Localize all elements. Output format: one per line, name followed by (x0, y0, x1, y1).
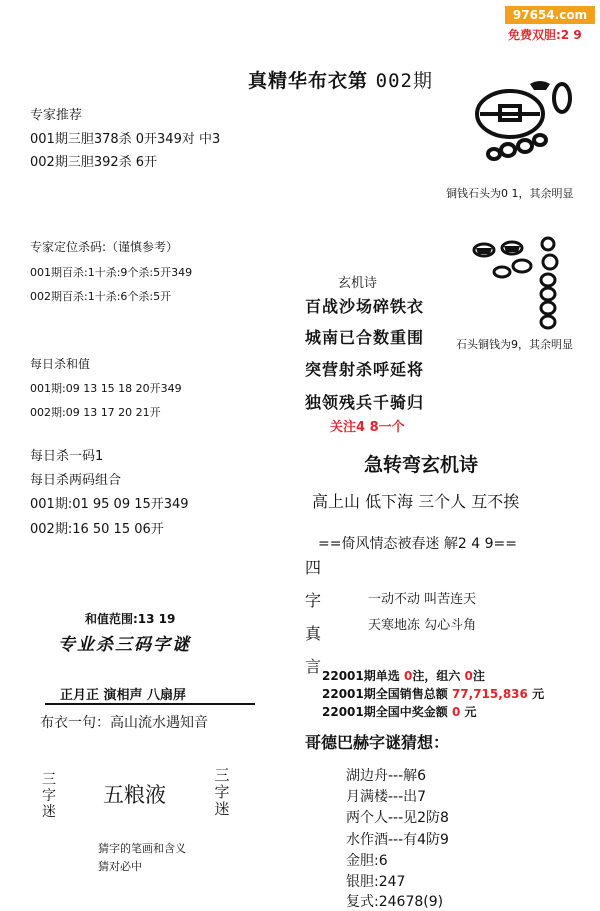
turn-heading: 急转弯玄机诗 (364, 454, 479, 476)
goldbach-line-3: 两个人---见2防8 (346, 810, 449, 826)
stat-label: 期单选 (363, 669, 400, 683)
stat-suffix: 元 (464, 705, 477, 719)
stat-row-2 (322, 685, 544, 702)
goldbach-line-1: 湖边舟---解6 (346, 768, 427, 784)
daily-sum-line-2: 002期:09 13 17 20 21开 (30, 406, 161, 419)
sum-range: 和值范围:13 19 (85, 612, 176, 626)
four-char-side-3: 真 (305, 624, 322, 643)
pro-kill-riddle: 专业杀三码字谜 (58, 635, 191, 655)
daily-kill-heading-2: 每日杀两码组合 (30, 473, 122, 488)
xuanji-line-2: 城南已合数重围 (305, 328, 425, 347)
turn-line: 高上山 低下海 三个人 互不挨 (312, 492, 520, 511)
issue-number: 002期 (375, 70, 433, 92)
goldbach-line-5: 金胆:6 (346, 853, 388, 869)
three-char-label-left: 三字迷 (42, 772, 56, 820)
stat-value: 0 (403, 669, 413, 683)
goldbach-line-2: 月满楼---出7 (346, 789, 427, 805)
copper-coin-stone-icon (470, 76, 585, 181)
stat-row-3 (322, 703, 477, 720)
stat-mid: 注，组六 (412, 669, 461, 683)
position-kill-line-2: 002期百杀:1十杀:6个杀:5开 (30, 290, 172, 303)
expert-line-2: 002期三胆392杀 6开 (30, 155, 158, 170)
daily-kill-line-2: 002期:16 50 15 06开 (30, 522, 164, 537)
xuanji-heading: 玄机诗 (338, 276, 378, 291)
turn-solve: ==倚风情态被春迷 解2 4 9== (318, 536, 517, 552)
goldbach-line-4: 水作酒---有4防9 (346, 832, 449, 848)
goldbach-line-6: 银胆:247 (346, 874, 406, 890)
position-kill-line-1: 001期百杀:1十杀:9个杀:5开349 (30, 266, 193, 279)
four-char-side-2: 字 (305, 591, 322, 610)
daily-kill-heading-1: 每日杀一码1 (30, 449, 104, 464)
stat-suffix: 元 (532, 687, 545, 701)
divider (45, 703, 255, 705)
goldbach-line-7: 复式:24678(9) (346, 894, 444, 910)
stat-value: 0 (451, 705, 461, 719)
four-char-line-1: 一动不动 叫苦连天 (368, 592, 477, 607)
four-char-side-1: 四 (305, 558, 322, 577)
three-char-word: 五粮液 (103, 783, 166, 807)
stat-label: 期全国中奖金额 (363, 705, 448, 719)
coin-caption-1: 铜钱石头为0 1，其余明显 (446, 187, 574, 200)
daily-sum-heading: 每日杀和值 (30, 357, 91, 371)
free-double-text: 免费双胆:2 9 (508, 28, 582, 42)
goldbach-heading: 哥德巴赫字谜猜想： (305, 733, 450, 752)
expert-heading: 专家推荐 (30, 108, 83, 123)
daily-sum-line-1: 001期:09 13 15 18 20开349 (30, 382, 182, 395)
expert-line-1: 001期三胆378杀 0开349对 中3 (30, 132, 221, 147)
xuanji-focus: 关注4 8一个 (330, 420, 405, 435)
three-char-note-1: 猜字的笔画和含义 (98, 842, 186, 855)
xuanji-line-4: 独领残兵千骑归 (305, 393, 425, 412)
stat-label: 期全国销售总额 (363, 687, 448, 701)
daily-kill-line-1: 001期:01 95 09 15开349 (30, 497, 189, 512)
position-kill-heading: 专家定位杀码:（谨慎参考） (30, 240, 179, 254)
coin-caption-2: 石头铜钱为9，其余明显 (456, 338, 573, 351)
riddle-line: 正月正 演相声 八扇屏 (60, 688, 187, 703)
stone-copper-coin-icon (462, 236, 572, 331)
xuanji-line-3: 突营射杀呼延将 (305, 360, 425, 379)
four-char-side-4: 言 (305, 657, 322, 676)
three-char-label-right: 三字迷 (214, 766, 230, 818)
buyi-line: 布衣一句：高山流水遇知音 (40, 715, 208, 731)
three-char-note-2: 猜对必中 (98, 860, 142, 873)
stat-row-1 (322, 667, 485, 684)
four-char-line-2: 天寒地冻 勾心斗角 (368, 618, 477, 633)
stat-prefix: 22001 (322, 669, 364, 683)
stat-prefix: 22001 (322, 687, 364, 701)
stat-value: 77,715,836 (451, 687, 528, 701)
stat-suffix: 注 (472, 669, 485, 683)
page-title-text: 真精华布衣第 (248, 70, 369, 92)
xuanji-line-1: 百战沙场碎铁衣 (305, 297, 425, 316)
site-badge[interactable]: 97654.com (505, 6, 595, 24)
stat-value-2: 0 (464, 669, 473, 683)
page-title (248, 66, 433, 93)
stat-prefix: 22001 (322, 705, 364, 719)
